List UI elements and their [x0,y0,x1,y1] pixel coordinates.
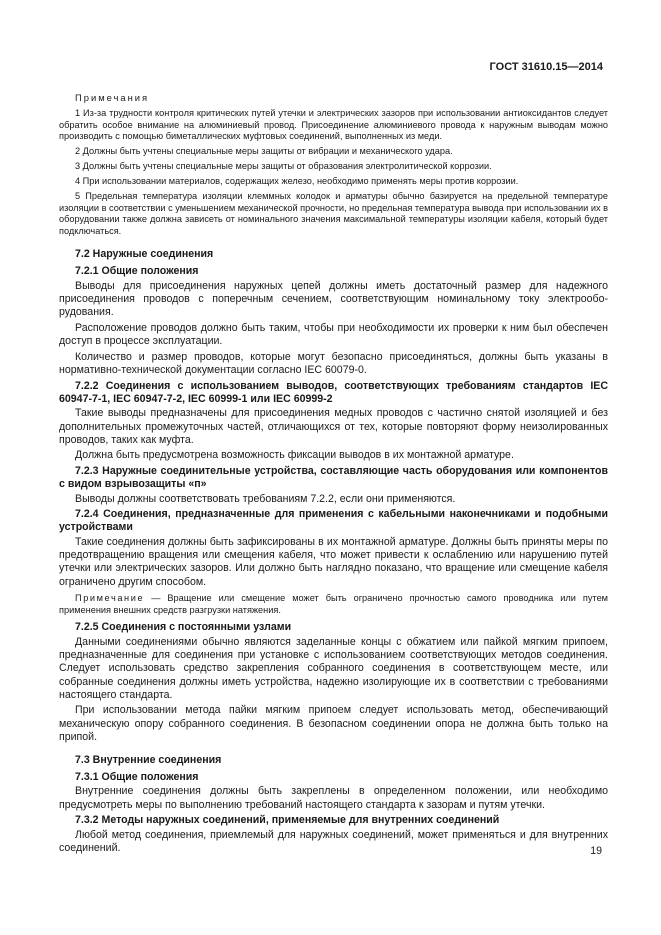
paragraph-7-2-1-b: Расположение проводов должно быть таким, чтобы при необходимости их проверки к ним был обеспечен доступ в процессе эксплуатации. [59,321,608,348]
paragraph-7-2-5-b: При использовании метода пайки мягким припоем следует использовать метод, обеспечивающий механическую опору собранного соединения. В безопасном соединении опора не должна быть только на припой. [59,704,608,744]
paragraph-7-3-1: Внутренние соединения должны быть закреплены в определенном положении, или необходимо предусмотреть меры по выполнению требований настоящего стандарта к зазорам и путям утечки. [59,785,608,811]
heading-7-3-2: 7.3.2 Методы наружных соединений, применяемые для внутренних соединений [75,814,500,827]
note-3: 3 Должны быть учтены специальные меры защиты от образования электролитической коррозии. [75,161,492,172]
heading-7-2-4: 7.2.4 Соединения, предназначенные для применения с кабельными наконечниками и подобными устройствами [59,508,608,534]
paragraph-7-2-2-a: Такие выводы предназначены для присоединения медных проводов с частично снятой изоляцией и без дополнительных промежуточных частей, отличающихся от тех, которые повторяют форму неизолированных проводов, таких как муфта. [59,407,608,446]
note-2: 2 Должны быть учтены специальные меры защиты от вибрации и механического удара. [75,146,453,157]
section-7-3-title: 7.3 Внутренние соединения [75,753,222,766]
note-text: — Вращение или смещение может быть ограничено прочностью самого проводника или путем применения внешних средств разгрузки натяжения. [59,593,608,615]
standard-header: ГОСТ 31610.15—2014 [489,61,603,73]
paragraph-7-2-2-b: Должна быть предусмотрена возможность фиксации выводов в их монтажной арматуре. [75,449,514,462]
heading-7-2-1: 7.2.1 Общие положения [75,265,199,278]
paragraph-7-2-3: Выводы должны соответствовать требованиям 7.2.2, если они применяются. [75,492,456,505]
note-7-2-4 [59,593,608,616]
page-content [59,92,608,858]
section-7-2-title: 7.2 Наружные соединения [75,247,214,260]
heading-7-3-1: 7.3.1 Общие положения [75,770,199,783]
page-number: 19 [590,845,602,857]
paragraph-7-3-2: Любой метод соединения, приемлемый для наружных соединений, может применяться и для внутренних соединений. [59,828,608,855]
note-4: 4 При использовании материалов, содержащих железо, необходимо применять меры против коррозии. [75,176,519,187]
paragraph-7-2-1-c: Количество и размер проводов, которые могут безопасно присоединяться, должны быть указаны в нормативно-технической документации согласно IEC 60079-0. [59,350,608,377]
paragraph-7-2-4: Такие соединения должны быть зафиксированы в их монтажной арматуре. Должны быть приняты меры по предотвращению вращения или смещения кабеля, что может привести к ослаблению или нарушению путей утечки или электрических зазоров. Или должно быть наглядно показано, что вращение или смещение кабеля ограничено другим способом. [59,535,608,588]
paragraph-7-2-1-a: Выводы для присоединения наружных цепей должны иметь достаточный размер для надежного присоединения проводов с поперечным сечением, соответствующим номинальному току электрооборудования. [59,279,608,319]
note-5: 5 Предельная температура изоляции клеммных колодок и арматуры обычно базируется на предельной температуре изоляции в соответствии с уменьшением механической прочности, но предельная температура вывода при использовании их в оборудовании также должна зависеть от номинального значения максимальной температуры изоляции кабеля, который будет подключаться. [59,191,608,236]
heading-7-2-5: 7.2.5 Соединения с постоянными узлами [75,621,292,634]
heading-7-2-3: 7.2.3 Наружные соединительные устройства, составляющие часть оборудования или компонентов с видом взрывозащиты «п» [59,464,608,491]
note-1: 1 Из-за трудности контроля критических путей утечки и электрических зазоров при использовании антиоксидантов следует обратить особое внимание на алюминиевый провод. Присоединение алюминиевого провода к наружным выводам можно производить с помощью биметаллических муфтовых соединений, выполненных из меди. [59,108,608,142]
heading-7-2-2: 7.2.2 Соединения с использованием выводов, соответствующих требованиям стандартов IEC 60947-7-1, IEC 60947-7-2, IEC 60999-1 или IEC 60999-2 [59,379,608,405]
notes-title: Примечания [75,92,150,103]
paragraph-7-2-5-a: Данными соединениями обычно являются заделанные концы с обжатием или пайкой мягким припоем, предназначенные для соединения при установке с использованием соответствующих методов соединения. Следует использовать средство закрепления собранного соединения в соответствующем месте, или собранные соединения должны иметь устройства, надежно изолирующие их в соответствии с требованиями настоящего стандарта. [59,635,608,701]
note-label: Примечание [75,593,145,604]
